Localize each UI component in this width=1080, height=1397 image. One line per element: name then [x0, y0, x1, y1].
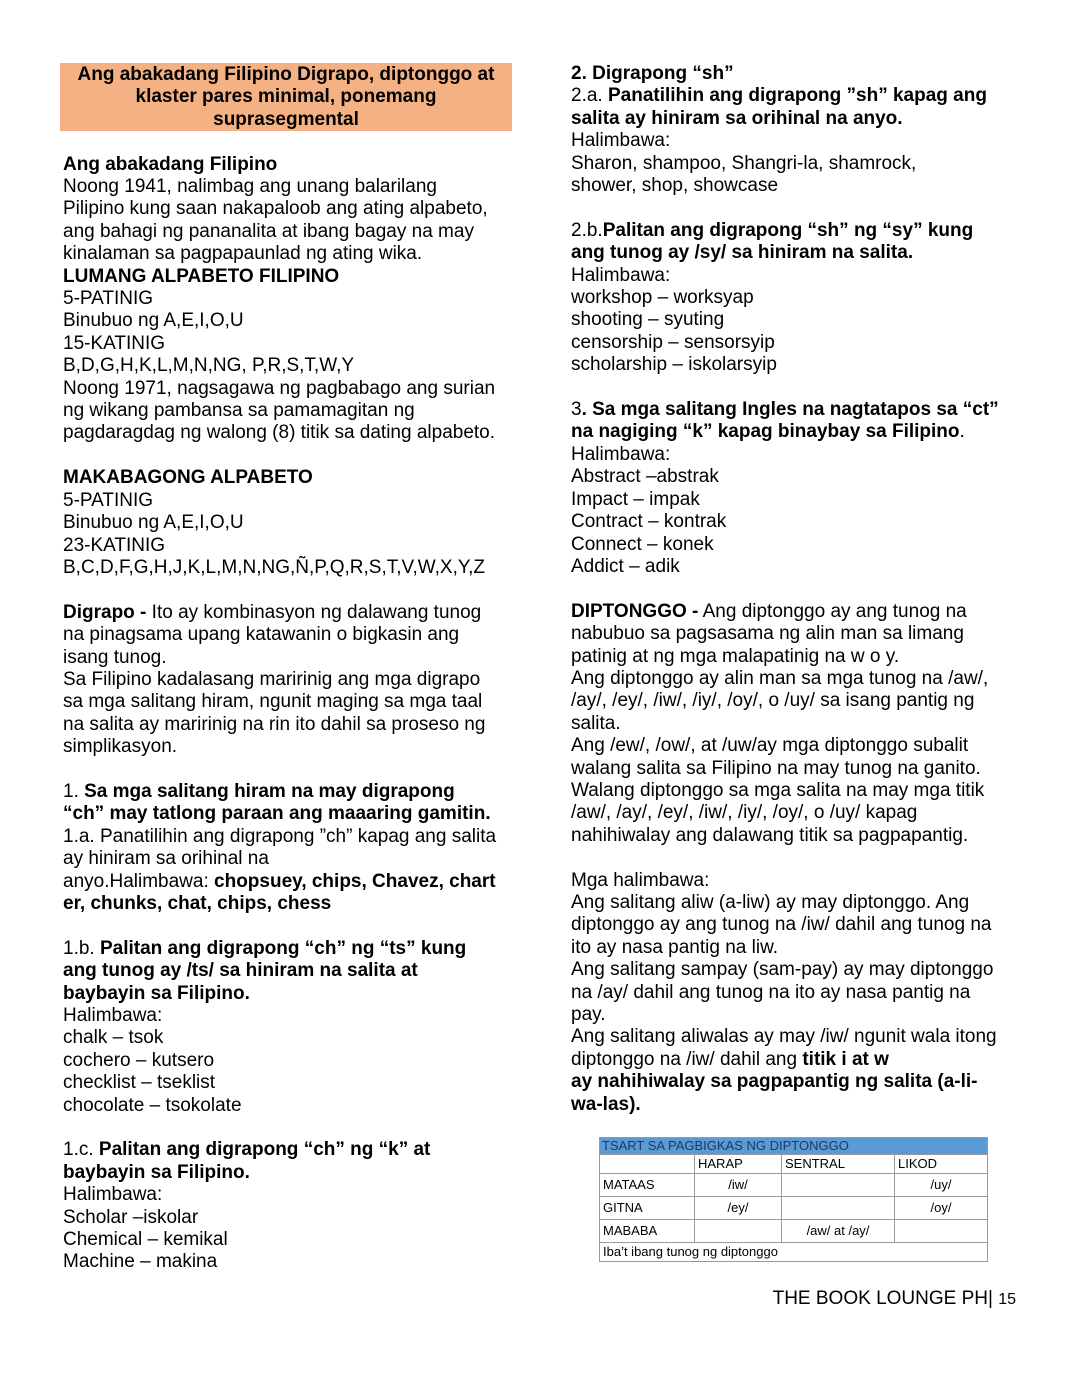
text-line: ay hiniram sa orihinal na [63, 848, 269, 870]
table-row [600, 1197, 988, 1220]
text-line: Ang salitang sampay (sam-pay) ay may diptonggo [571, 959, 994, 981]
text-line: Chemical – kemikal [63, 1229, 228, 1251]
text-line: Mga halimbawa: [571, 869, 710, 891]
text-line: B,D,G,H,K,L,M,N,NG, P,R,S,T,W,Y [63, 355, 355, 377]
diptonggo-term: DIPTONGGO - [571, 600, 699, 622]
text-line: Binubuo ng A,E,I,O,U [63, 310, 244, 332]
table-cell [782, 1197, 895, 1220]
text-line: diptonggo ay ang tunog na /iw/ dahil ang tunog na [571, 914, 992, 936]
text-line: salita ay hiniram sa orihinal na anyo. [571, 107, 903, 129]
text-line: shower, shop, showcase [571, 175, 779, 197]
text-line: B,C,D,F,G,H,J,K,L,M,N,NG,Ñ,P,Q,R,S,T,V,W,X,Y,Z [63, 556, 485, 578]
text-line: “ch” may tatlong paraan ang maaaring gamitin. [63, 803, 491, 825]
table-caption-row [600, 1243, 988, 1262]
title-line: Ang abakadang Filipino Digrapo, diptonggo at [77, 64, 495, 85]
left-column [63, 63, 515, 1274]
text-line: Halimbawa: [63, 1004, 163, 1026]
text-line: salita. [571, 712, 621, 734]
text-line: patinig at ng mga malapatinig na w o y. [571, 645, 900, 667]
text-line: Binubuo ng A,E,I,O,U [63, 512, 244, 534]
text-line: workshop – worksyap [571, 287, 754, 309]
sh-a-heading: 2.a. Panatilihin ang digrapong ”sh” kapag ang [571, 85, 987, 107]
text-line: censorship – sensorsyip [571, 331, 775, 353]
text-line: Abstract –abstrak [571, 466, 719, 488]
text-line: Connect – konek [571, 533, 714, 555]
table-title: TSART SA PAGBIGKAS NG DIPTONGGO [600, 1138, 988, 1155]
row-label: GITNA [600, 1197, 695, 1220]
text-line: nahihiwalay ang dalawang titik sa pagpapantig. [571, 824, 969, 846]
text-line: Machine – makina [63, 1251, 218, 1273]
table-row [600, 1220, 988, 1243]
text-line: pay. [571, 1004, 606, 1025]
text-line: 15-KATINIG [63, 332, 166, 354]
text-line: Halimbawa: [571, 130, 671, 152]
text-line: isang tunog. [63, 646, 167, 668]
text-line: chocolate – tsokolate [63, 1094, 242, 1116]
table-header-cell [600, 1155, 695, 1174]
text-line: /aw/, /ay/, /ey/, /iw/, /iy/, /oy/, o /uy/ kapag [571, 802, 918, 824]
ch-b-heading: 1.b. Palitan ang digrapong “ch” ng “ts” kung [63, 937, 467, 959]
diptonggo-chart-table [599, 1137, 988, 1262]
text-line: ang tunog ay /ts/ sa hiniram na salita at [63, 960, 418, 982]
text-line: Scholar –iskolar [63, 1206, 199, 1228]
text-line: ang tunog ay /sy/ sa hiniram na salita. [571, 242, 914, 264]
text-line: wa-las). [571, 1093, 641, 1115]
text-line: 1.a. Panatilihin ang digrapong ”ch” kapag ang salita [63, 825, 497, 847]
row-label: MATAAS [600, 1174, 695, 1197]
text-line: Ang salitang aliw (a-liw) ay may diptonggo. Ang [571, 891, 970, 913]
intro-heading: Ang abakadang Filipino [63, 153, 278, 175]
diptonggo-definition: DIPTONGGO - Ang diptonggo ay ang tunog na [571, 600, 967, 622]
table-cell: /oy/ [895, 1197, 988, 1220]
text-line: ang bahagi ng pananalita at ibang bagay na may [63, 220, 474, 242]
page-footer [773, 1288, 1016, 1310]
footer-brand: THE BOOK LOUNGE PH [772, 1288, 988, 1309]
text-line: checklist – tseklist [63, 1072, 216, 1094]
text-line: Sa Filipino kadalasang maririnig ang mga digrapo [63, 668, 481, 690]
table-cell: /ey/ [695, 1197, 782, 1220]
text-line: cochero – kutsero [63, 1049, 215, 1071]
ch-c-heading: 1.c. Palitan ang digrapong “ch” ng “k” at [63, 1139, 431, 1161]
text-line: 23-KATINIG [63, 534, 166, 556]
text-line: Halimbawa: [571, 264, 671, 286]
text-line: er, chunks, chat, chips, chess [63, 892, 332, 914]
text-line: Noong 1941, nalimbag ang unang balarilang [63, 176, 437, 198]
text-line: 5-PATINIG [63, 288, 154, 310]
table-cell: /iw/ [695, 1174, 782, 1197]
text-line: simplikasyon. [63, 736, 178, 758]
text-line: na salita ay maririnig na rin ito dahil sa proseso ng [63, 713, 486, 735]
bago-heading: MAKABAGONG ALPABETO [63, 467, 313, 489]
table-header-cell: HARAP [695, 1155, 782, 1174]
digrapo-definition: Digrapo - Ito ay kombinasyon ng dalawang tunog [63, 601, 482, 623]
digrapo-term: Digrapo - [63, 601, 147, 623]
text-line: shooting – syuting [571, 309, 725, 331]
table-cell: /uy/ [895, 1174, 988, 1197]
table-header-row [600, 1155, 988, 1174]
text-line: ay nahihiwalay sa pagpapantig ng salita (a-li- [571, 1071, 978, 1093]
text-line: chalk – tsok [63, 1027, 164, 1049]
table-cell [695, 1220, 782, 1243]
text-line: nabubuo sa pagsasama ng alin man sa limang [571, 623, 964, 645]
text-line: pagdaragdag ng walong (8) titik sa dating alpabeto. [63, 422, 496, 444]
table-header-cell: LIKOD [895, 1155, 988, 1174]
ch-a-examples: anyo.Halimbawa: chopsuey, chips, Chavez, chart [63, 870, 496, 892]
text-line: na /ay/ dahil ang tunog na ito ay nasa pantig na [571, 981, 971, 1003]
footer-separator: | [987, 1288, 999, 1309]
text-line: Noong 1971, nagsagawa ng pagbabago ang surian [63, 377, 496, 399]
section-title [60, 63, 512, 131]
text-line: Ang /ew/, /ow/, at /uw/ay mga diptonggo subalit [571, 735, 969, 757]
text-line: ito ay nasa pantig na liw. [571, 936, 779, 958]
text-line: na nagiging “k” kapag binaybay sa Filipino. [571, 421, 965, 443]
text-line: Addict – adik [571, 555, 680, 577]
table-cell [782, 1174, 895, 1197]
text-line: Sharon, shampoo, Shangri-la, shamrock, [571, 152, 917, 174]
title-line: klaster pares minimal, ponemang [135, 86, 437, 108]
ct-heading: 3. Sa mga salitang Ingles na nagtatapos sa “ct” [571, 399, 999, 421]
right-column [571, 63, 1021, 1116]
table-title-row [600, 1138, 988, 1155]
ch-rule-heading: 1. Sa mga salitang hiram na may digrapong [63, 780, 455, 802]
text-line: Halimbawa: [63, 1184, 163, 1206]
text-line: ng wikang pambansa sa pamamagitan ng [63, 400, 415, 422]
text-line: Ang diptonggo ay alin man sa mga tunog na /aw/, [571, 667, 989, 689]
text-line: walang salita sa Filipino na may tunog na ganito. [571, 757, 981, 779]
page-number: 15 [998, 1291, 1016, 1308]
text-line: baybayin sa Filipino. [63, 1161, 250, 1183]
text-line: na pinagsama upang katawanin o bigkasin ang [63, 624, 460, 646]
text-line: kinalaman sa pagpapaunlad ng ating wika. [63, 243, 423, 265]
table-header-cell: SENTRAL [782, 1155, 895, 1174]
text-line: baybayin sa Filipino. [63, 982, 250, 1004]
title-line: suprasegmental [213, 108, 359, 130]
text-line: 5-PATINIG [63, 489, 154, 511]
text-line: /ay/, /ey/, /iw/, /iy/, /oy/, o /uy/ sa isang pantig ng [571, 690, 975, 712]
luma-heading: LUMANG ALPABETO FILIPINO [63, 265, 340, 287]
text-line: Walang diptonggo sa mga salita na may mga titik [571, 779, 985, 801]
text-line: Contract – kontrak [571, 511, 727, 533]
row-label: MABABA [600, 1220, 695, 1243]
text-line: Impact – impak [571, 488, 700, 510]
sh-heading: 2. Digrapong “sh” [571, 63, 734, 84]
table-cell [895, 1220, 988, 1243]
sh-b-heading: 2.b.Palitan ang digrapong “sh” ng “sy” kung [571, 219, 974, 241]
text-line: diptonggo na /iw/ dahil ang titik i at w [571, 1048, 889, 1070]
text-line: Halimbawa: [571, 443, 671, 465]
table-row [600, 1174, 988, 1197]
table-caption: Iba’t ibang tunog ng diptonggo [600, 1243, 988, 1262]
table-cell: /aw/ at /ay/ [782, 1220, 895, 1243]
text-line: Pilipino kung saan nakapaloob ang ating alpabeto, [63, 198, 488, 220]
text-line: scholarship – iskolarsyip [571, 354, 777, 376]
text-line: sa mga salitang hiram, ngunit maging sa mga taal [63, 691, 483, 713]
text-line: Ang salitang aliwalas ay may /iw/ ngunit wala itong [571, 1026, 997, 1048]
